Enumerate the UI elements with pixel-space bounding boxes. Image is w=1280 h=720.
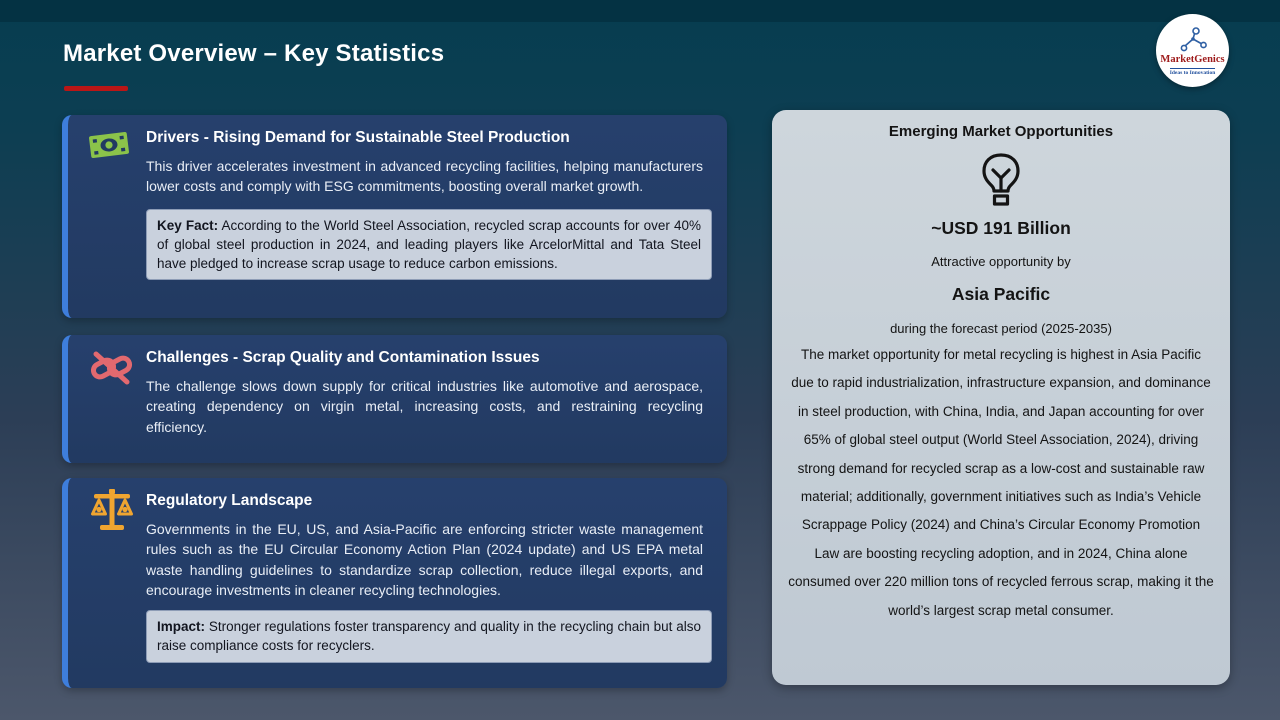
opportunity-region: Asia Pacific xyxy=(951,284,1051,304)
card-drivers-body: This driver accelerates investment in advanced recycling facilities, helping manufacturers lower costs and comply with ESG commitments, boosting overall market growth. xyxy=(146,158,703,195)
molecule-icon xyxy=(1177,27,1209,53)
title-underline xyxy=(64,86,128,91)
logo-tagline: Ideas to Innovation xyxy=(1169,69,1216,76)
opportunity-panel-title: Emerging Market Opportunities xyxy=(888,123,1114,140)
impact-box xyxy=(146,610,712,662)
broken-link-icon xyxy=(88,345,134,396)
key-fact-label: Key Fact: xyxy=(157,217,219,233)
lightbulb-icon xyxy=(976,152,1026,210)
marketgenics-logo xyxy=(1156,14,1229,87)
opportunity-period: during the forecast period (2025-2035) xyxy=(890,321,1112,336)
opportunity-description: The market opportunity for metal recycling is highest in Asia Pacific due to rapid industrialization, infrastructure expansion, and dominance in steel production, with China, India, and Japan accounting for over 65% of global steel output (World Steel Association, 2024), driving strong demand for recycled scrap as a low-cost and sustainable raw material; additionally, government initiatives such as India’s Vehicle Scrappage Policy (2024) and China’s Circular Economy Promotion Law are boosting recycling adoption, and in 2024, China alone consumed over 220 million tons of recycled ferrous scrap, making it the world’s largest scrap metal consumer. xyxy=(788,347,1214,618)
key-fact-text: According to the World Steel Association, recycled scrap accounts for over 40% of global steel production in 2024, and leading players like ArcelorMittal and Tata Steel have pledged to increase scrap usage to reduce carbon emissions. xyxy=(157,217,701,271)
card-regulatory-title: Regulatory Landscape xyxy=(146,492,313,509)
impact-text: Stronger regulations foster transparency and quality in the recycling chain but also raise compliance costs for recyclers. xyxy=(157,619,701,654)
card-regulatory xyxy=(62,478,727,688)
logo-name: MarketGenics xyxy=(1160,54,1225,66)
card-regulatory-body: Governments in the EU, US, and Asia-Pacific are enforcing stricter waste management rules such as the EU Circular Economy Action Plan (2024 update) and US EPA metal waste handling guidelines to standardize scrap collection, reduce illegal exports, and encourage investments in cleaner recycling technologies. xyxy=(146,521,703,598)
card-challenges-body: The challenge slows down supply for critical industries like automotive and aerospace, creating dependency on virgin metal, increasing costs, and restraining recycling efficiency. xyxy=(146,378,703,435)
card-drivers xyxy=(62,115,727,318)
card-drivers-title: Drivers - Rising Demand for Sustainable Steel Production xyxy=(146,129,570,146)
impact-label: Impact: xyxy=(157,619,206,635)
top-bar xyxy=(0,0,1280,22)
card-challenges-title: Challenges - Scrap Quality and Contamination Issues xyxy=(146,349,540,366)
key-fact-box xyxy=(146,209,712,280)
opportunity-panel xyxy=(772,110,1230,685)
opportunity-subtitle: Attractive opportunity by xyxy=(931,254,1071,269)
page-title: Market Overview – Key Statistics xyxy=(63,40,445,67)
card-challenges xyxy=(62,335,727,463)
opportunity-value: ~USD 191 Billion xyxy=(931,218,1071,238)
money-icon xyxy=(88,128,130,167)
scales-icon xyxy=(90,488,134,539)
